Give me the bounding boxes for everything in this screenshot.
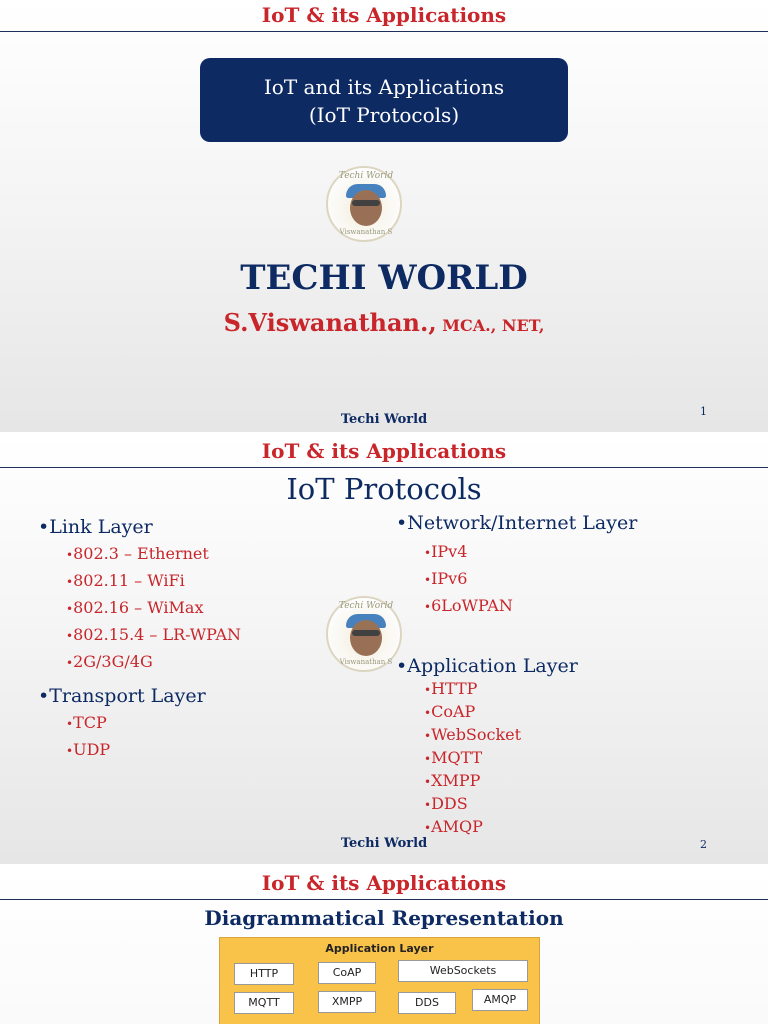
transport-layer-heading: • Transport Layer [38,684,358,708]
right-column-top [396,511,736,620]
list-item: • 802.11 – WiFi [38,568,358,595]
page-number: 2 [700,838,707,851]
protocol-box: HTTP [234,963,294,985]
list-item: • HTTP [396,678,736,701]
techi-world-logo [326,166,402,242]
author-name: S.Viswanathan., [223,308,437,337]
logo-face [350,190,382,226]
logo-glasses [352,200,380,206]
application-layer-heading: • Application Layer [396,654,736,678]
link-layer-heading: • Link Layer [38,515,358,539]
protocol-box: WebSockets [398,960,528,982]
header-divider [0,467,768,468]
logo-text-bottom: Viswanathan S [339,228,393,236]
application-layer-list [396,678,736,839]
logo-text-top: Techi World [338,171,394,181]
network-layer-heading: • Network/Internet Layer [396,511,736,535]
protocol-box: AMQP [472,989,528,1011]
page-number: 1 [700,405,707,418]
title-line-1: IoT and its Applications [263,75,505,99]
list-item: • 802.15.4 – LR-WPAN [38,622,358,649]
slide-footer: Techi World [340,836,428,851]
slide-header: IoT & its Applications [261,871,507,895]
right-column-bottom [396,654,736,839]
protocol-box: XMPP [318,991,376,1013]
slide-2 [0,436,768,864]
list-item: • IPv6 [396,566,736,593]
slide-footer: Techi World [340,412,428,427]
header-divider [0,899,768,900]
list-item: • DDS [396,793,736,816]
slide-header: IoT & its Applications [261,439,507,463]
protocol-box: DDS [398,992,456,1014]
link-layer-list [38,541,358,676]
transport-layer-list [38,710,358,764]
logo-text-bottom: Viswanathan S [339,658,393,666]
title-box [200,58,568,142]
list-item: • 802.3 – Ethernet [38,541,358,568]
protocol-box: MQTT [234,992,294,1014]
network-layer-list [396,539,736,620]
list-item: • 802.16 – WiMax [38,595,358,622]
list-item: • AMQP [396,816,736,839]
slide-header: IoT & its Applications [261,3,507,27]
list-item: • IPv4 [396,539,736,566]
slide-title: Diagrammatical Representation [204,906,564,930]
list-item: • XMPP [396,770,736,793]
author-degrees: MCA., NET, [436,316,545,335]
application-layer-diagram [219,937,540,1024]
main-title: TECHI WORLD [240,258,528,298]
list-item: • TCP [38,710,358,737]
header-divider [0,31,768,32]
list-item: • 2G/3G/4G [38,649,358,676]
diagram-layer-label: Application Layer [325,942,434,955]
list-item: • UDP [38,737,358,764]
list-item: • WebSocket [396,724,736,747]
slide-1 [0,0,768,432]
slide-title: IoT Protocols [286,472,482,506]
left-column [38,515,358,764]
author-line [0,308,768,337]
list-item: • MQTT [396,747,736,770]
list-item: • 6LoWPAN [396,593,736,620]
list-item: • CoAP [396,701,736,724]
protocol-box: CoAP [318,962,376,984]
logo-text-top: Techi World [338,601,394,611]
slide-3 [0,868,768,1024]
title-line-2: (IoT Protocols) [308,103,460,127]
